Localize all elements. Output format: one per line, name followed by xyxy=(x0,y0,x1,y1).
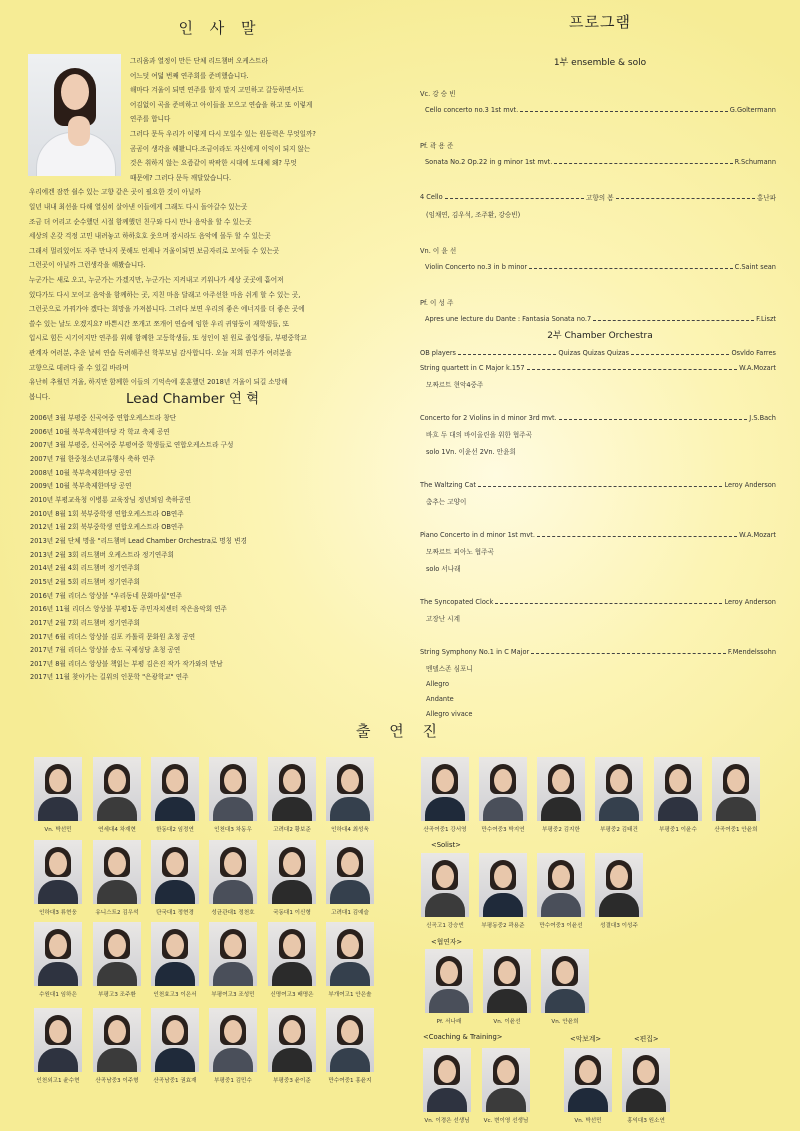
greeting-line: 곰곰이 생각을 해봤니다.조금이라도 자신에게 이익이 되지 않는 xyxy=(130,144,311,153)
performer-photo xyxy=(326,840,374,904)
performer-photo xyxy=(93,922,141,986)
work-detail: (임채연, 김우석, 조주환, 강승빈) xyxy=(426,211,521,219)
part2-program xyxy=(420,364,776,743)
work-title: 4 Cello xyxy=(420,193,443,201)
greeting-line: 조금 더 어리고 순수했던 시절 함께했던 친구와 다시 만나 음악을 할 수 있는곳 xyxy=(29,217,252,226)
work-row xyxy=(420,364,776,372)
performer-photo xyxy=(595,853,643,917)
performer-caption: 부평중2 김태건 xyxy=(600,827,638,833)
history-item: 2016년 11월 리더스 앙상블 부평1동 주민자치센터 작은음악회 연주 xyxy=(30,605,227,614)
leader-dashes xyxy=(554,163,732,164)
performer-caption: 산곡남중1 권효재 xyxy=(153,1078,197,1084)
solist-label: <Solist> xyxy=(431,841,461,849)
work-detail: solo 서나래 xyxy=(426,565,461,573)
greeting-line: 있다가도 다시 모이고 음악을 함께하는 곳, 지친 마음 달래고 아주선한 마음 쉬게 할 수 있는 곳, xyxy=(29,290,301,299)
history-item: 2008년 10월 북부축제한마당 공연 xyxy=(30,468,132,477)
performer-caption: Vc. 변이영 선생님 xyxy=(483,1118,529,1124)
performer-photo xyxy=(537,853,585,917)
coaching-label: <Coaching & Training> xyxy=(423,1033,503,1041)
composer: 홍난파 xyxy=(756,194,776,202)
history-title: Lead Chamber 연 혁 xyxy=(126,391,260,407)
work-detail: 바흐 두 대의 바이올린을 위한 협주곡 xyxy=(426,431,533,439)
leader-dashes xyxy=(478,486,723,487)
performer-photo xyxy=(541,949,589,1013)
work-title-kr: 고향의 봄 xyxy=(585,194,614,202)
performer-caption: 고려대1 김예슬 xyxy=(331,910,369,916)
work-title: Violin Concerto no.3 in b minor xyxy=(425,263,528,271)
performer-caption: 부평중3 윤이준 xyxy=(273,1078,311,1084)
greeting-line: 고향으로 데려다 줄 수 있길 바라며 xyxy=(29,363,129,372)
leader-dashes xyxy=(559,419,748,420)
part2-title: 2부 Chamber Orchestra xyxy=(547,331,653,341)
performer-caption: 신곡고1 강승빈 xyxy=(426,923,464,929)
greeting-line: 봅니다. xyxy=(29,392,51,401)
performer-caption: 산곡여중1 강서영 xyxy=(423,827,467,833)
history-item: 2014년 2월 4회 리드챔버 정기연주회 xyxy=(30,564,140,573)
program-item xyxy=(420,481,776,506)
work-row xyxy=(420,106,776,114)
work-title: String quartett in C Major k.157 xyxy=(420,364,525,372)
work-title: Piano Concerto in d minor 1st mvt. xyxy=(420,531,535,539)
greeting-line: 연주를 합니다 xyxy=(130,115,171,124)
work-detail: solo 1Vn. 이윤선 2Vn. 안윤희 xyxy=(426,448,516,456)
performer-photo xyxy=(595,757,643,821)
performer-photo xyxy=(479,757,527,821)
history-item: 2010년 8월 1회 북부중학생 연합오케스트라 OB연주 xyxy=(30,509,184,518)
performer-photo xyxy=(421,757,469,821)
leader-dashes xyxy=(495,603,722,604)
greeting-line: 그러다 문득 우리가 이렇게 다시 모일수 있는 원동력은 무엇일까? xyxy=(130,130,316,138)
part1-title: 1부 ensemble & solo xyxy=(553,58,647,68)
greeting-line: 관계자 여러분, 추운 날씨 연습 독려해주신 학부모님 감사합니다. 오늘 저희 연주가 여러분을 xyxy=(29,349,292,357)
history-item: 2017년 2월 7회 리드챔버 정기연주회 xyxy=(30,618,140,627)
greeting-line: 것은 취하지 않는 요즘같이 팍팍한 시대에 도대체 왜? 무엇 xyxy=(130,159,297,168)
work-detail: 모짜르트 현악4중주 xyxy=(426,381,484,389)
performer-photo xyxy=(34,840,82,904)
work-row xyxy=(420,349,776,357)
performer-caption: 부평고3 조주환 xyxy=(98,992,136,998)
leader-dashes xyxy=(529,268,733,269)
performer-photo xyxy=(93,757,141,821)
performer-name: Pf. 이 성 주 xyxy=(420,299,454,307)
performer-photo xyxy=(151,922,199,986)
composer: C.Saint sean xyxy=(734,263,776,271)
work-title: String Symphony No.1 in C Major xyxy=(420,648,530,656)
performer-caption: 홍익대3 원소연 xyxy=(627,1118,665,1124)
performer-caption: 부평중2 김지한 xyxy=(542,827,580,833)
performer-photo xyxy=(209,840,257,904)
work-title: Apres une lecture du Dante : Fantasia Sonata no.7 xyxy=(425,315,592,323)
composer: F.Mendelssohn xyxy=(727,648,776,656)
performer-caption: Vn. 이윤선 xyxy=(493,1019,521,1025)
composer: J.S.Bach xyxy=(749,414,776,422)
performer-photo xyxy=(421,853,469,917)
work-detail: Allegro vivace xyxy=(426,710,473,718)
performer-photo xyxy=(423,1048,471,1112)
work-row xyxy=(420,481,776,489)
performer-photo xyxy=(537,757,585,821)
composer: Leroy Anderson xyxy=(724,598,776,606)
performer-photo xyxy=(34,757,82,821)
work-detail: Andante xyxy=(426,695,454,703)
history-item: 2015년 2월 5회 리드챔버 정기연주회 xyxy=(30,577,140,586)
history-item: 2017년 11월 찾아가는 길위의 인문학 "은광학교" 연주 xyxy=(30,673,189,682)
performer-photo xyxy=(622,1048,670,1112)
performer-photo xyxy=(34,1008,82,1072)
greeting-line: 쓸수 있는 날도 오겠지요? 바쁜시간 쪼개고 쪼개어 연습에 임한 우리 귀염둥이 재학생들, 또 xyxy=(29,319,290,328)
leader-dashes xyxy=(616,198,755,199)
performer-photo xyxy=(268,1008,316,1072)
performer-caption: 고려대2 황보준 xyxy=(273,827,311,833)
performer-photo xyxy=(209,1008,257,1072)
work-title: The Syncopated Clock xyxy=(420,598,494,606)
performer-caption: 인천효고3 이은서 xyxy=(153,992,197,998)
program-item xyxy=(420,297,776,323)
work-row xyxy=(420,414,776,422)
performer-photo xyxy=(93,1008,141,1072)
greeting-line: 그래서 멀리있어도 자주 만나지 못해도 언제나 겨울이되면 보금자리로 모여들 수 있는곳 xyxy=(29,246,280,255)
performer-photo xyxy=(326,1008,374,1072)
performer-name: Vn. 이 윤 선 xyxy=(420,247,457,255)
performer-photo xyxy=(483,949,531,1013)
performer-photo xyxy=(564,1048,612,1112)
composer: W.A.Mozart xyxy=(739,531,776,539)
program-item xyxy=(420,414,776,456)
history-item: 2017년 8월 리더스 앙상블 책읽는 부평 김은진 작가 작가와의 만남 xyxy=(30,659,223,668)
performer-caption: 산곡여중1 안윤희 xyxy=(714,827,758,833)
greeting-line: 누군가는 새로 오고, 누군가는 가겠지만, 누군가는 지켜내고 키워나가 세상 곳곳에 흩어져 xyxy=(29,276,284,284)
performer-caption: 인천대3 차동우 xyxy=(214,827,252,833)
performer-caption: 연세대4 차재현 xyxy=(98,827,136,833)
history-item: 2012년 1월 2회 북부중학생 연합오케스트라 OB연주 xyxy=(30,523,184,532)
performer-caption: 국동대1 이신형 xyxy=(273,910,311,916)
performer-caption: Vn. 이경은 선생님 xyxy=(424,1118,470,1124)
performer-photo xyxy=(93,840,141,904)
greeting-line: 일년 내내 최선을 다해 열심히 살아낸 이들에게 그래도 다시 돌아갈수 있는곳 xyxy=(29,203,248,211)
history-list xyxy=(30,412,247,685)
performer-caption: Vn. 안윤희 xyxy=(551,1019,579,1025)
performer-photo xyxy=(654,757,702,821)
director-label: <악보계> xyxy=(570,1035,602,1043)
program-item xyxy=(420,349,776,357)
performer-photo xyxy=(479,853,527,917)
performer-photo xyxy=(268,922,316,986)
composer: G.Goltermann xyxy=(729,106,776,114)
performer-photo xyxy=(151,757,199,821)
work-detail: 춤추는 고양이 xyxy=(426,498,467,506)
history-item: 2013년 2월 단체 명을 "리드챔버 Lead Chamber Orchestra로 명칭 변경 xyxy=(30,536,247,545)
work-row xyxy=(420,648,776,656)
program-item xyxy=(420,364,776,389)
work-row xyxy=(420,263,776,271)
performer-name: Pf. 곽 용 준 xyxy=(420,142,454,150)
performer-photo xyxy=(326,922,374,986)
work-row xyxy=(420,598,776,606)
performer-photo xyxy=(268,840,316,904)
history-item: 2007년 7월 한중청소년교류행사 축하 연주 xyxy=(30,454,155,463)
program-item xyxy=(420,598,776,623)
program-item xyxy=(420,140,776,166)
performer-caption: 수원대1 임하은 xyxy=(39,992,77,998)
performer-caption: Vn. 박선민 xyxy=(44,827,72,833)
performers-title: 출 연 진 xyxy=(355,722,444,740)
performer-caption: 유니스트2 김우석 xyxy=(95,910,139,916)
greeting-line: 어김없이 곡을 준비하고 아이들을 모으고 연습을 하고 또 이렇게 xyxy=(130,100,313,109)
performer-caption: 만수여중1 홍윤지 xyxy=(328,1078,372,1084)
work-detail: 멘델스존 심포니 xyxy=(426,665,473,673)
work-row xyxy=(420,192,776,202)
program-item xyxy=(420,245,776,271)
guest-label: <협연자> xyxy=(431,938,463,946)
work-title: OB players xyxy=(420,349,456,357)
composer: Osvldo Farres xyxy=(731,349,776,357)
performer-photo xyxy=(268,757,316,821)
leader-dashes xyxy=(520,111,728,112)
performer-photo xyxy=(712,757,760,821)
greeting-line: 입시로 힘든 시기이지만 연주를 위해 함께한 고등학생들, 또 성인이 된 원로 졸업생들, 부평중학교 xyxy=(29,334,307,343)
history-item: 2013년 2월 3회 리드챔버 오케스트라 정기연주회 xyxy=(30,550,174,559)
composer: R.Schumann xyxy=(734,158,776,166)
work-detail: 고장난 시계 xyxy=(426,615,460,623)
performer-caption: 인하대3 류현웅 xyxy=(39,910,77,916)
greeting-line: 해마다 겨울이 되면 연주를 할지 말지 고민하고 갈등하면서도 xyxy=(130,86,304,95)
work-detail: Allegro xyxy=(426,680,450,688)
work-title: The Waltzing Cat xyxy=(420,481,476,489)
performer-caption: 한동대2 임정연 xyxy=(156,827,194,833)
program-item xyxy=(420,648,776,718)
work-row xyxy=(420,315,776,323)
performer-photo xyxy=(482,1048,530,1112)
performer-caption: Pf. 서나래 xyxy=(436,1019,462,1025)
performer-caption: 부평중1 이윤수 xyxy=(659,827,697,833)
leader-dashes xyxy=(527,369,738,370)
leader-dashes xyxy=(593,320,754,321)
history-item: 2017년 7월 리더스 앙상블 송도 국제성당 초청 공연 xyxy=(30,646,181,655)
performer-caption: 만수여중3 이윤선 xyxy=(539,923,583,929)
greeting-line: 때문에? 그러다 문득 깨달았습니다. xyxy=(130,173,232,182)
work-title: Sonata No.2 Op.22 in g minor 1st mvt. xyxy=(425,158,553,166)
history-item: 2007년 3월 부평중, 신곡여중 부평여중 학생들로 연합오케스트라 구성 xyxy=(30,441,234,450)
program-item xyxy=(420,88,776,114)
performer-caption: 부평중1 김민수 xyxy=(214,1078,252,1084)
greeting-line: 그런곳으로 가꿔가야 겠다는 희망을 가져봅니다. 그러다 보면 우리의 좋은 에너지를 더 좋은 곳에 xyxy=(29,305,305,314)
history-item: 2017년 6월 리더스 앙상블 김포 카톨릭 문화원 초청 공연 xyxy=(30,632,196,641)
work-title: Concerto for 2 Violins in d minor 3rd mvt. xyxy=(420,414,557,422)
leader-dashes xyxy=(445,198,584,199)
performer-photo xyxy=(209,922,257,986)
history-item: 2006년 10월 북부축제한마당 각 학교 축제 공연 xyxy=(30,427,170,436)
conductor-portrait xyxy=(28,54,121,176)
program-item xyxy=(420,531,776,573)
composer: Leroy Anderson xyxy=(724,481,776,489)
performer-caption: 성균관대1 정천호 xyxy=(211,910,255,916)
program-title: 프로그램 xyxy=(569,13,631,31)
history-item: 2016년 7월 리더스 앙상블 "우리동네 문화마실"연주 xyxy=(30,591,183,600)
composer: F.Liszt xyxy=(756,315,776,323)
work-title-kr: Quizas Quizas Quizas xyxy=(558,349,630,357)
performer-photo xyxy=(209,757,257,821)
greeting-line: 우리에겐 잠깐 쉴수 있는 고향 같은 곳이 필요한 것이 아닐까 xyxy=(29,188,201,197)
performer-photo xyxy=(326,757,374,821)
performer-photo xyxy=(151,840,199,904)
leader-dashes xyxy=(531,653,726,654)
greeting-line: 유난히 추웠던 겨울, 하지만 함께한 이들의 기억속에 훈훈했던 2018년 겨울이 되길 소망해 xyxy=(29,378,288,387)
performer-photo xyxy=(34,922,82,986)
performer-photo xyxy=(425,949,473,1013)
performer-caption: 산곡남중3 이주형 xyxy=(95,1078,139,1084)
work-title: Cello concerto no.3 1st mvt. xyxy=(425,106,519,114)
performer-caption: Vn. 박선민 xyxy=(574,1118,602,1124)
performer-caption: 인천외고1 윤수현 xyxy=(36,1078,80,1084)
leader-dashes xyxy=(537,536,737,537)
performer-caption: 부평여고3 조성민 xyxy=(211,992,255,998)
history-item: 2006년 3월 부평중 신곡여중 연합오케스트라 창단 xyxy=(30,414,177,422)
greeting-line: 그리움과 열정이 만든 단체 리드챔버 오케스트라 xyxy=(130,57,268,65)
greeting-line: 그런곳이 아닐까 그런생각을 해봤습니다. xyxy=(29,261,146,270)
greeting-title: 인 사 말 xyxy=(178,19,262,37)
history-item: 2009년 10월 북부축제한마당 공연 xyxy=(30,482,132,491)
history-item: 2010년 부평교육청 이병룡 교육장님 정년퇴임 축하공연 xyxy=(30,495,192,504)
performer-caption: 부개여고1 안은솔 xyxy=(328,992,372,998)
program-item xyxy=(420,192,776,219)
performer-caption: 만수여중3 박지연 xyxy=(481,827,525,833)
performer-caption: 부평동중2 곽용준 xyxy=(481,923,525,929)
performer-caption: 성결대3 이성주 xyxy=(600,923,638,929)
composer: W.A.Mozart xyxy=(739,364,776,372)
greeting-line: 세상의 온갖 걱정 고민 내려놓고 하하호호 웃으며 잠시라도 음악에 몰두 할 수 있는곳 xyxy=(29,232,271,241)
leader-dashes xyxy=(631,354,729,355)
performer-caption: 인하대4 최성욱 xyxy=(331,827,369,833)
work-row xyxy=(420,158,776,166)
leader-dashes xyxy=(458,354,556,355)
performer-caption: 단국대1 정현경 xyxy=(156,910,194,916)
editor-label: <편집> xyxy=(634,1035,659,1043)
performer-photo xyxy=(151,1008,199,1072)
performer-caption: 신명여고3 배명은 xyxy=(270,992,314,998)
performer-name: Vc. 강 승 빈 xyxy=(420,90,456,98)
work-detail: 모짜르트 피아노 협주곡 xyxy=(426,548,494,556)
work-row xyxy=(420,531,776,539)
greeting-line: 어느덧 여덟 번째 연주회를 준비했습니다. xyxy=(130,71,249,80)
